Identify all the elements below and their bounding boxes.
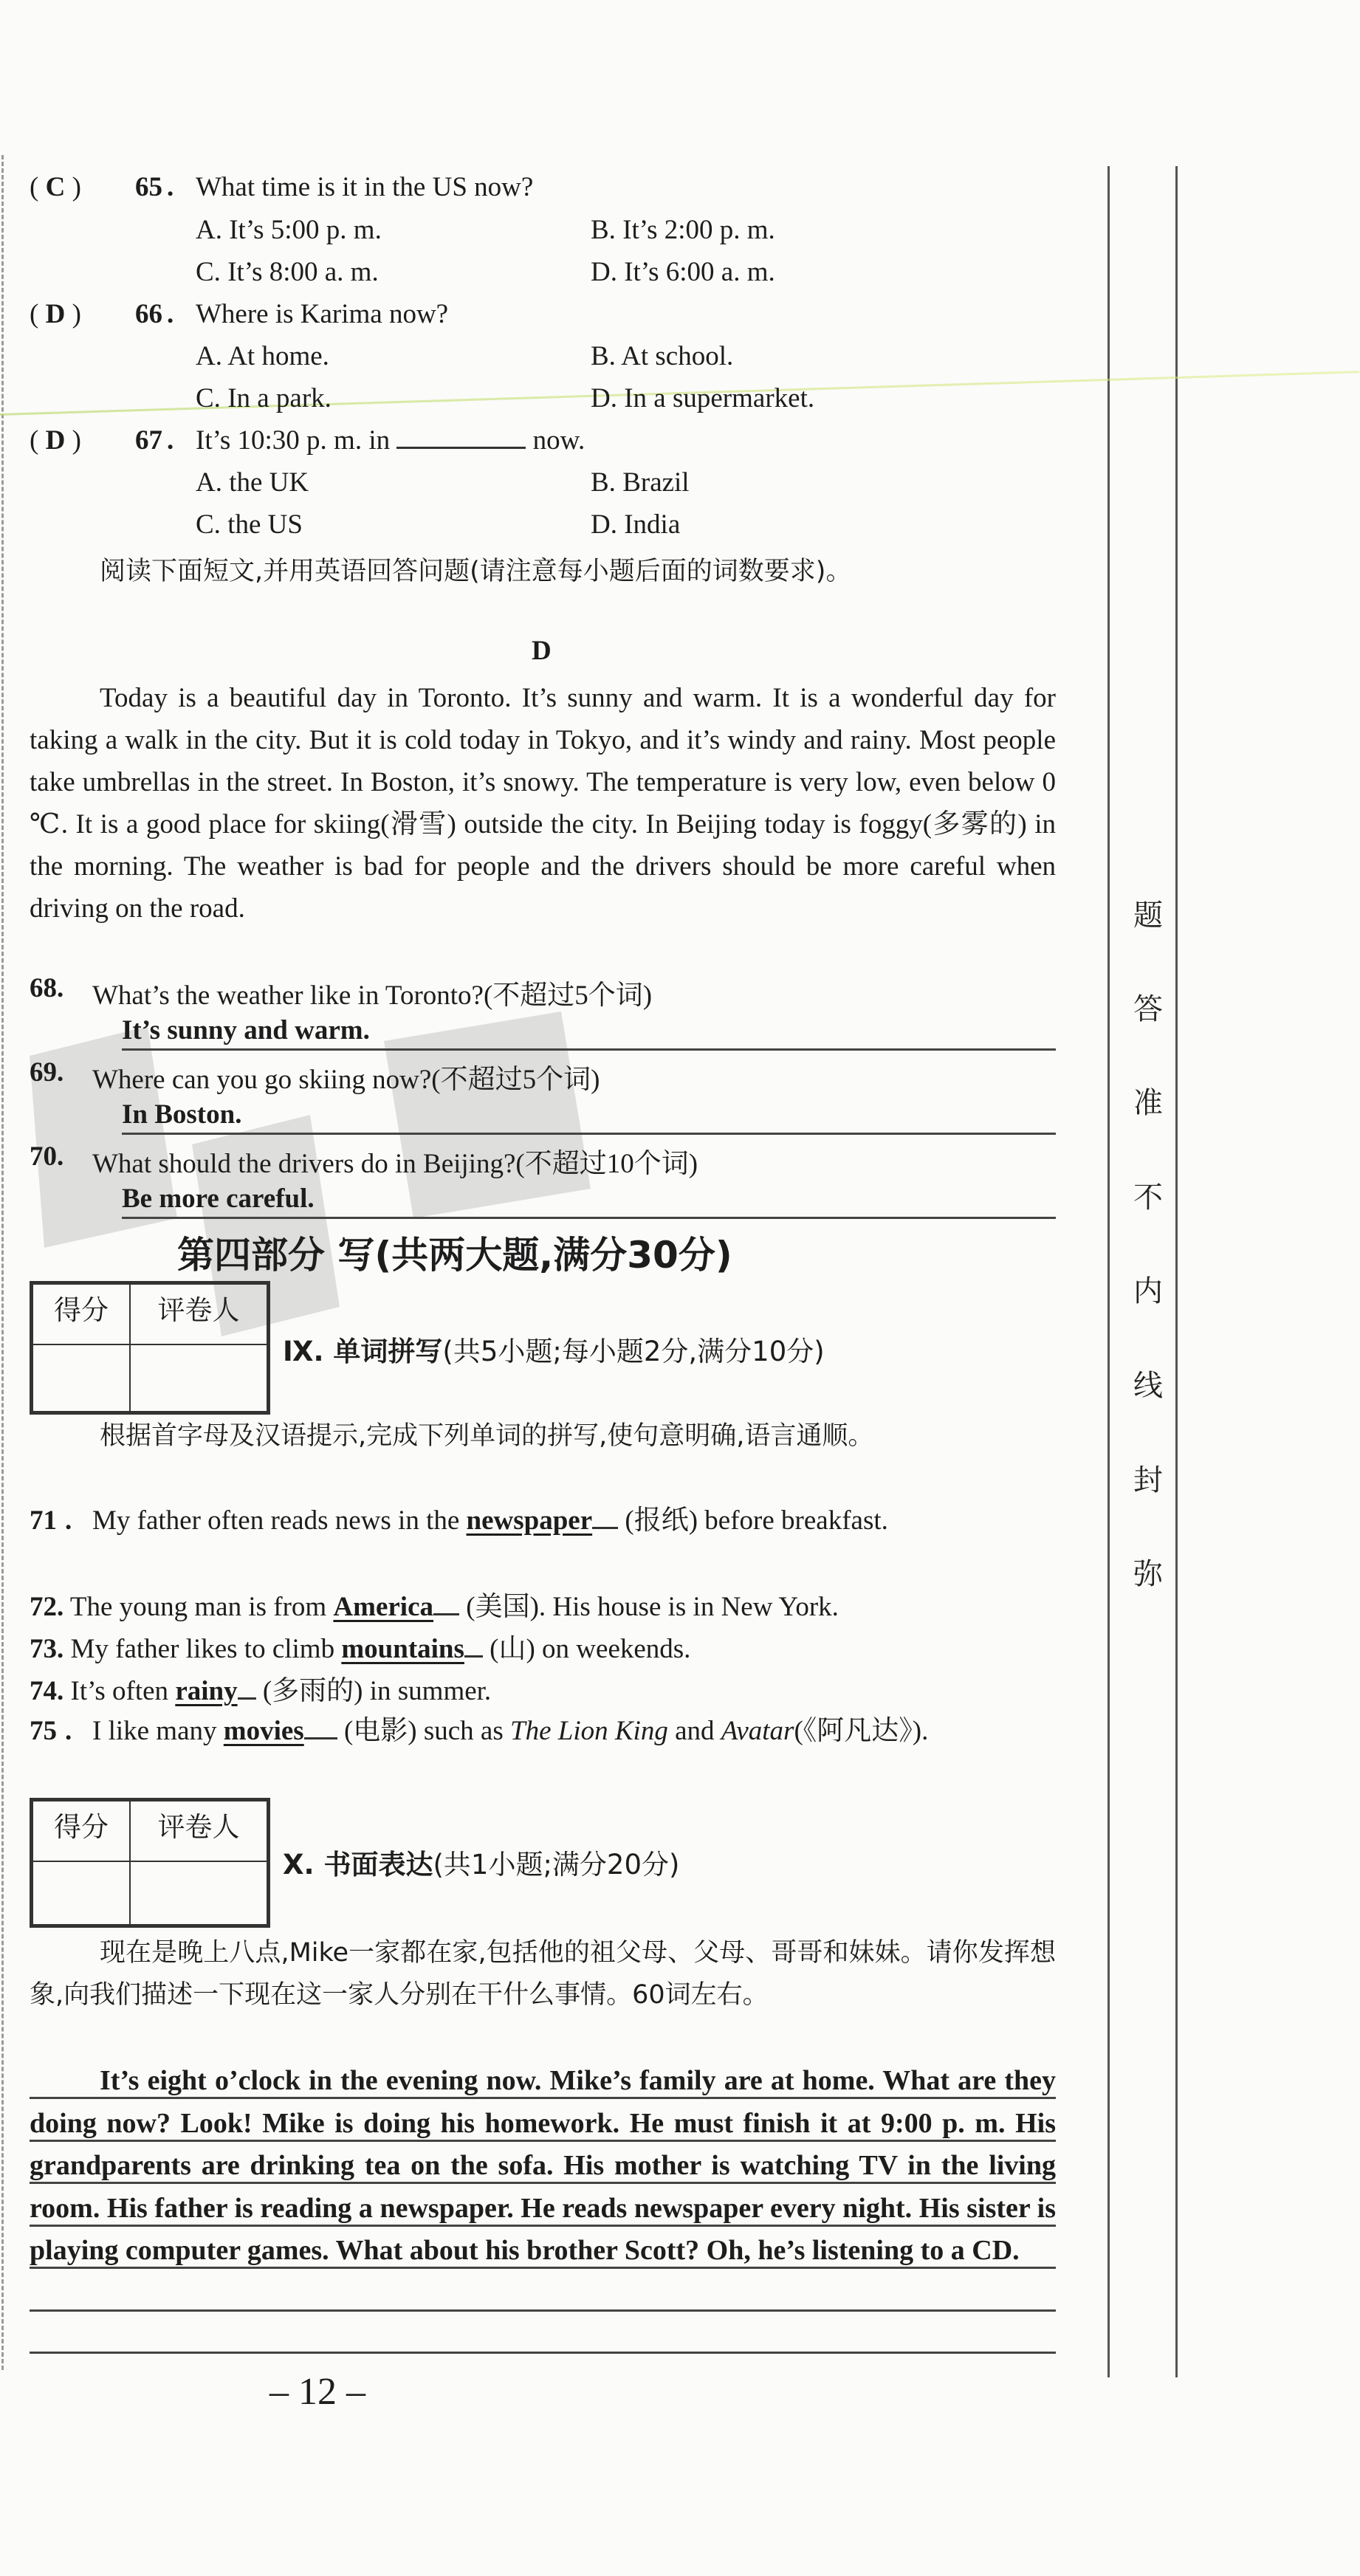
question-number: 68. xyxy=(30,973,64,1003)
answer-text: Be more careful. xyxy=(122,1184,315,1214)
writing-answer: It’s eight o’clock in the evening now. Mike’s family are at home. What are they doing now? Look! Mike is doing his homework. He must finish it at 9:00 p. m. His grandparents are drinking tea on the sofa. His mother is watching TV in the living room. His father is reading a newspaper. He reads newspaper every night. His sister is playing computer games. What about his brother Scott? Oh, he’s listening to a CD. xyxy=(30,2065,1056,2266)
spelling-73: 73. My father likes to climb mountains (山) on weekends. xyxy=(30,1634,691,1664)
question-number: 70. xyxy=(30,1141,64,1172)
spelling-75: 75 . I like many movies (电影) such as The Lion King and Avatar(《阿凡达》). xyxy=(30,1716,929,1746)
option-b: B. At school. xyxy=(591,341,734,371)
passage-text: Today is a beautiful day in Toronto. It’s sunny and warm. It is a wonderful day for taking a walk in the city. But it is cold today in Tokyo, and it’s windy and rainy. Most people take umbrellas in the street. In Boston, it’s snowy. The temperature is very low, even below 0 ℃. It is a good place for skiing(滑雪) outside the city. In Beijing today is foggy(多雾的) in the morning. The weather is bad for people and the drivers should be more careful when driving on the road. xyxy=(30,683,1056,924)
option-b: B. It’s 2:00 p. m. xyxy=(591,215,775,245)
question-number: 65 xyxy=(135,172,162,202)
section9-instruction: 根据首字母及汉语提示,完成下列单词的拼写,使句意明确,语言通顺。 xyxy=(100,1421,874,1451)
option-d: D. India xyxy=(591,509,681,540)
grader-label: 评卷人 xyxy=(129,1800,268,1862)
option-b: B. Brazil xyxy=(591,467,690,498)
option-c: C. It’s 8:00 a. m. xyxy=(196,257,379,287)
question-number: 67 xyxy=(135,425,162,456)
question-stem: Where is Karima now? xyxy=(196,299,449,329)
seal-line-left xyxy=(1107,166,1110,2377)
option-c: C. In a park. xyxy=(196,383,332,413)
spelling-74: 74. It’s often rainy (多雨的) in summer. xyxy=(30,1676,492,1706)
grader-label: 评卷人 xyxy=(129,1283,268,1345)
seal-line-notice: 题 答 准 不 内 线 封 弥 xyxy=(1133,899,1163,1590)
question-number: 69. xyxy=(30,1057,64,1088)
option-a: A. It’s 5:00 p. m. xyxy=(196,215,382,245)
answer-bracket: ( D ) xyxy=(30,299,81,329)
answer-text: It’s sunny and warm. xyxy=(122,1015,370,1045)
score-box xyxy=(30,1798,270,1928)
seal-line-right xyxy=(1175,166,1178,2377)
option-a: A. At home. xyxy=(196,341,329,371)
score-label: 得分 xyxy=(32,1800,131,1862)
answer-bracket: ( D ) xyxy=(30,425,81,456)
score-label: 得分 xyxy=(32,1283,131,1345)
question-text: Where can you go skiing now?(不超过5个词) xyxy=(92,1065,600,1095)
spelling-71: 71 . My father often reads news in the newspaper (报纸) before breakfast. xyxy=(30,1505,888,1536)
question-text: What’s the weather like in Toronto?(不超过5个词) xyxy=(92,980,653,1011)
option-c: C. the US xyxy=(196,509,303,540)
answer-bracket: ( C ) xyxy=(30,172,81,202)
page-number: – 12 – xyxy=(269,2371,365,2413)
part4-title: 第四部分 写(共两大题,满分30分) xyxy=(177,1234,732,1277)
question-text: What should the drivers do in Beijing?(不超过10个词) xyxy=(92,1149,698,1179)
option-d: D. In a supermarket. xyxy=(591,383,815,413)
question-stem: What time is it in the US now? xyxy=(196,172,534,202)
spelling-72: 72. The young man is from America (美国). His house is in New York. xyxy=(30,1592,839,1622)
question-number: 66 xyxy=(135,299,162,329)
answer-text: In Boston. xyxy=(122,1099,242,1130)
reading-instruction: 阅读下面短文,并用英语回答问题(请注意每小题后面的词数要求)。 xyxy=(100,557,852,586)
passage-heading: D xyxy=(532,636,552,666)
option-a: A. the UK xyxy=(196,467,309,498)
score-box xyxy=(30,1281,270,1415)
option-d: D. It’s 6:00 a. m. xyxy=(591,257,775,287)
section9-header: Ⅸ. 单词拼写(共5小题;每小题2分,满分10分) xyxy=(283,1336,825,1367)
question-stem: It’s 10:30 p. m. in now. xyxy=(196,425,585,456)
section10-prompt: 现在是晚上八点,Mike一家都在家,包括他的祖父母、父母、哥哥和妹妹。请你发挥想象,向我们描述一下现在这一家人分别在干什么事情。60词左右。 xyxy=(30,1938,1056,2010)
section10-header: Ⅹ. 书面表达(共1小题;满分20分) xyxy=(283,1849,680,1881)
